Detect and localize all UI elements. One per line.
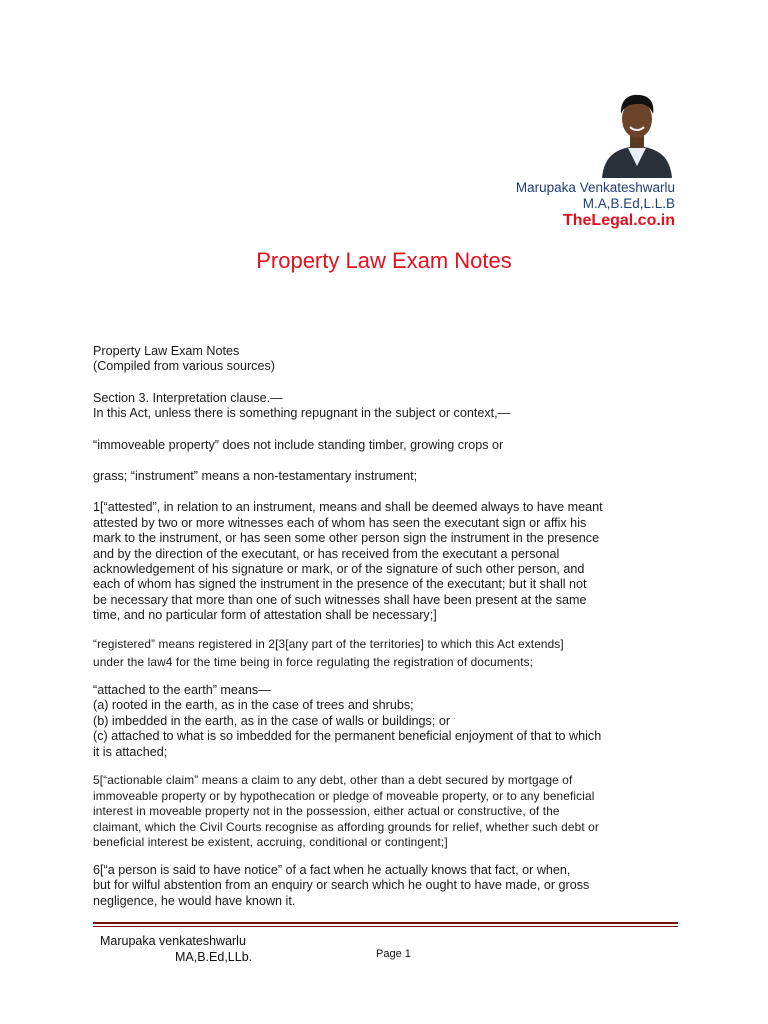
author-photo (598, 86, 676, 178)
attached-definition (93, 683, 683, 760)
text-line: time, and no particular form of attestation shall be necessary;] (93, 608, 437, 623)
text-line: 1[“attested”, in relation to an instrument, means and shall be deemed always to have meant (93, 500, 603, 515)
document-title: Property Law Exam Notes (256, 248, 512, 273)
text-line: “attached to the earth” means— (93, 682, 271, 697)
section-lead: In this Act, unless there is something repugnant in the subject or context,— (93, 406, 511, 421)
text-line: 5[“actionable claim” means a claim to any debt, other than a debt secured by mortgage of (93, 772, 573, 787)
text-line: negligence, he would have known it. (93, 893, 296, 908)
page-number: Page 1 (376, 948, 411, 960)
text-line: be necessary that more than one of such witnesses shall have been present at the same (93, 592, 587, 607)
intro-title: Property Law Exam Notes (93, 344, 240, 358)
attested-definition (93, 500, 683, 623)
text-line: immoveable property or by hypothecation or pledge of moveable property, or to any beneficial (93, 788, 595, 803)
text-line: attested by two or more witnesses each of whom has seen the executant sign or affix his (93, 515, 587, 530)
text-line: 6[“a person is said to have notice” of a fact when he actually knows that fact, or when, (93, 862, 571, 877)
text-line: (b) imbedded in the earth, as in the case of walls or buildings; or (93, 713, 451, 728)
text-line: and by the direction of the executant, or has received from the executant a personal (93, 546, 560, 561)
immoveable-definition: “immoveable property” does not include standing timber, growing crops or (93, 437, 504, 452)
author-degree: M.A,B.Ed,L.L.B (582, 196, 675, 211)
text-line: under the law4 for the time being in force regulating the registration of documents; (93, 655, 534, 670)
text-line: “registered” means registered in 2[3[any part of the territories] to which this Act extends] (93, 636, 564, 651)
text-line: acknowledgement of his signature or mark, or of the signature of such other person, and (93, 562, 585, 577)
footer-author-degree: MA,B.Ed,LLb. (175, 950, 253, 964)
text-line: beneficial interest be existent, accruing, conditional or contingent;] (93, 835, 448, 850)
text-line: mark to the instrument, or has seen some other person sign the instrument in the presence (93, 531, 600, 546)
instrument-definition: grass; “instrument” means a non-testamentary instrument; (93, 469, 418, 484)
text-line: (a) rooted in the earth, as in the case of trees and shrubs; (93, 698, 414, 713)
notice-definition (93, 863, 683, 909)
site-name[interactable]: TheLegal.co.in (562, 212, 675, 229)
text-line: interest in moveable property not in the possession, either actual or constructive, of the (93, 804, 560, 819)
text-line: it is attached; (93, 744, 168, 759)
author-name: Marupaka Venkateshwarlu (515, 180, 675, 195)
document-body (93, 344, 683, 909)
text-line: each of whom has signed the instrument in the presence of the executant; but it shall not (93, 577, 587, 592)
text-line: claimant, which the Civil Courts recognise as affording grounds for relief, whether such debt or (93, 819, 599, 834)
footer-author-name: Marupaka venkateshwarlu (100, 934, 246, 948)
actionable-claim-definition (93, 773, 683, 851)
registered-definition (93, 637, 683, 671)
section-heading: Section 3. Interpretation clause.— (93, 390, 283, 405)
text-line: but for wilful abstention from an enquiry or search which he ought to have made, or gross (93, 878, 590, 893)
text-line: (c) attached to what is so imbedded for the permanent beneficial enjoyment of that to which (93, 729, 602, 744)
footer-divider (93, 922, 678, 924)
footer-divider-thin (93, 926, 678, 927)
intro-subtitle: (Compiled from various sources) (93, 359, 275, 374)
